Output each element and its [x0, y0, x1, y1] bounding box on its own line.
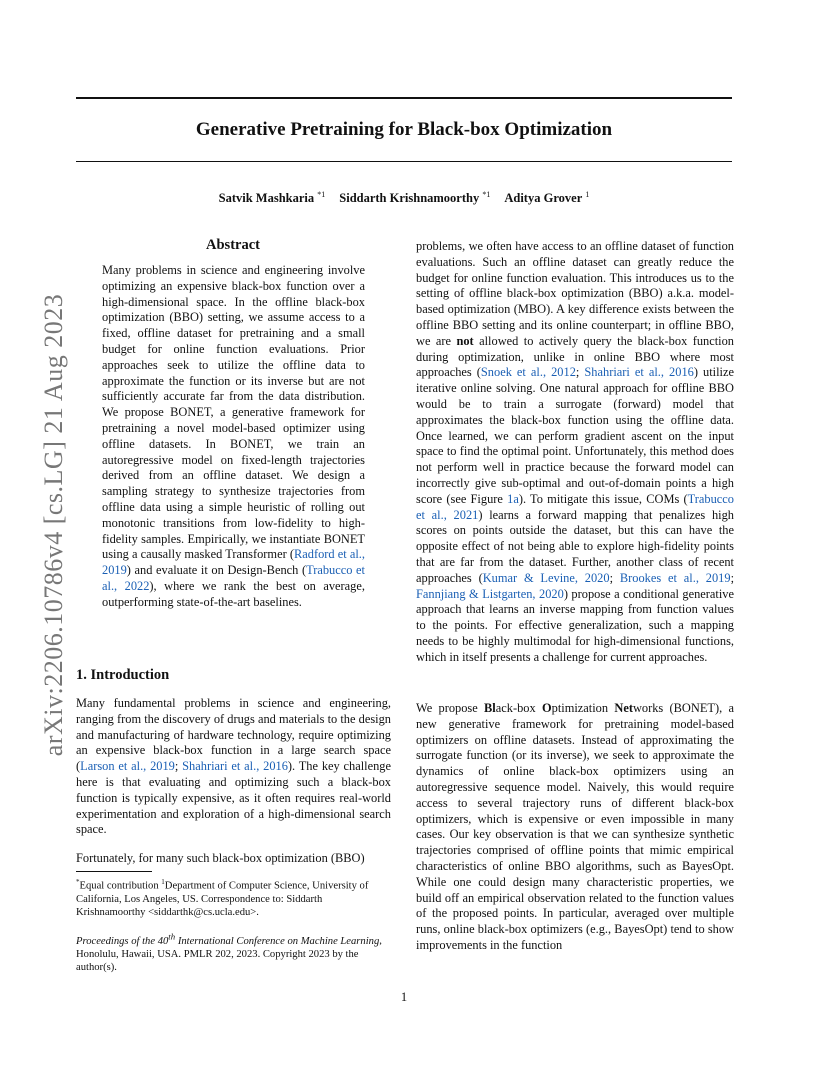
- footnote-mark: 1: [161, 878, 165, 886]
- proceedings-text: , Honolulu, Hawaii, USA. PMLR 202, 2023. Copyright 2023 by the author(s).: [76, 935, 382, 973]
- citation-link[interactable]: Kumar & Levine, 2020: [482, 570, 610, 585]
- intro-paragraph: [76, 696, 391, 838]
- footnote-text: Equal contribution: [79, 880, 162, 892]
- body-text: works (BONET), a new generative framework for pretraining model-based optimizers on offline datasets. Instead of approximating the surrogate function (or its inverse), we seek to approximate the dynamics of online black-box optimizers using an autoregressive sequence model. Naively, this would require access to several trajectory runs of different black-box optimizers, which is expensive or even impossible in many cases. Our key observation is that we can synthesize synthetic trajectories comprised of offline points that mimic empirical characteristics of online BBO algorithms, such as BayesOpt. While one could design many characteristic properties, we build off an empirical observation related to the function values of the proposed points. In particular, averaged over multiple runs, online black-box optimizers (e.g., BayesOpt) tend to show improvements in the function: [416, 701, 734, 952]
- footnote-rule: [76, 871, 152, 872]
- figure-link[interactable]: 1a: [507, 491, 519, 506]
- footnote-mark: *: [76, 878, 80, 886]
- citation-link[interactable]: Radford et al., 2019: [102, 547, 365, 578]
- footnote-text: Department of Computer Science, University of California, Los Angeles, US. Correspondence to: Siddarth Krishnamoorthy <siddarthk@cs.ucla.edu>.: [76, 880, 369, 918]
- proceedings-note: [76, 930, 391, 974]
- body-text: ) utilize iterative online solving. One natural approach for offline BBO would be to train a surrogate (forward) model that approximates the black-box function using the offline data. Once learned, we can perform gradient ascent on the input space to find the optimal point. Unfortunately, this method does not perform well in practice because the forward model can incorrectly give sub-optimal and out-of-domain points a high score (see Figure: [416, 365, 734, 506]
- citation-link[interactable]: Shahriari et al., 2016: [584, 365, 694, 380]
- body-text: ). The key challenge here is that evaluating and optimizing such a black-box function is typically expensive, as it often requires real-world experimentation and exploration of a high-dimensional search space.: [76, 759, 391, 837]
- abstract-heading: Abstract: [206, 237, 260, 253]
- arxiv-stamp: arXiv:2206.10786v4 [cs.LG] 21 Aug 2023: [39, 293, 68, 757]
- author-affiliation-mark: *1: [482, 190, 491, 199]
- body-text: ;: [609, 570, 620, 585]
- section-heading-introduction: 1. Introduction: [76, 667, 170, 683]
- bold-text: Net: [614, 701, 633, 715]
- body-text: We propose: [416, 701, 485, 715]
- intro-paragraph: Fortunately, for many such black-box optimization (BBO): [76, 851, 365, 865]
- body-text: ) propose a conditional generative approach that learns an inverse mapping from function values to the points. For effective generalization, such a mapping needs to be highly multimodal for high-dimensional functions, which in itself presents a challenge for current approaches.: [416, 586, 734, 664]
- citation-link[interactable]: Brookes et al., 2019: [619, 570, 731, 585]
- author-affiliation-mark: *1: [317, 190, 326, 199]
- body-text: problems, we often have access to an offline dataset of function evaluations. Such an offline dataset can greatly reduce the budget for online function evaluation. This introduces us to the setting of offline black-box optimization (BBO) a.k.a. model-based optimization (MBO). A key difference exists between the offline BBO setting and its online counterpart; in offline BBO, we are: [416, 239, 734, 348]
- abstract-text: ), where we rank the best on average, outperforming state-of-the-art baselines.: [102, 578, 365, 609]
- right-column-paragraph: [416, 239, 734, 666]
- proceedings-italic: Proceedings of the 40: [76, 935, 169, 947]
- right-column-paragraph: [416, 701, 734, 954]
- body-text: ) learns a forward mapping that penalizes high scores on points outside the dataset, but this can have the opposite effect of not being able to explore high-fidelity points that are far from the dataset. Further, another class of recent approaches (: [416, 507, 734, 585]
- author-affiliation-mark: 1: [585, 190, 590, 199]
- citation-link[interactable]: Larson et al., 2019: [80, 759, 175, 774]
- abstract-text: Many problems in science and engineering involve optimizing an expensive black-box function over a high-dimensional space. In the offline black-box optimization (BBO) setting, we assume access to a fixed, offline dataset for pretraining and a small budget for online function evaluations. Prior approaches seek to utilize the offline data to approximate the function or its inverse but are not sufficiently accurate far from the data distribution. We propose BONET, a generative framework for pretraining a novel model-based optimizer using offline datasets. In BONET, we train an autoregressive model on fixed-length trajectories derived from an offline dataset. We design a sampling strategy to synthesize trajectories from offline data using a simple heuristic of rolling out monotonic transitions from low-fidelity to high-fidelity samples. Empirically, we instantiate BONET using a causally masked Transformer (: [102, 263, 365, 562]
- body-text: ;: [575, 365, 585, 380]
- bold-text: not: [456, 333, 474, 348]
- citation-link[interactable]: Fannjiang & Listgarten, 2020: [416, 586, 564, 601]
- author-name: Satvik Mashkaria: [218, 191, 315, 206]
- author-name: Aditya Grover: [504, 191, 583, 206]
- bold-text: Bl: [484, 701, 496, 715]
- body-text: ;: [174, 759, 183, 774]
- body-text: ;: [730, 570, 735, 585]
- title-rule-top: [76, 97, 732, 99]
- title-rule-bottom: [76, 161, 732, 162]
- footnote: [76, 876, 391, 919]
- paper-title: Generative Pretraining for Black-box Optimization: [195, 119, 613, 140]
- body-text: allowed to actively query the black-box function during optimization, unlike in online BBO where most approaches (: [416, 333, 734, 380]
- author-list: [76, 190, 732, 206]
- body-text: ). To mitigate this issue, COMs (: [518, 491, 688, 506]
- citation-link[interactable]: Snoek et al., 2012: [480, 365, 576, 380]
- citation-link[interactable]: Trabucco et al., 2022: [102, 563, 365, 593]
- body-text: Many fundamental problems in science and engineering, ranging from the discovery of drugs and materials to the design and manufacturing of hardware technology, require optimizing an expensive black-box function in a large search space (: [76, 696, 391, 774]
- proceedings-sup: th: [168, 931, 176, 941]
- abstract-body: [102, 263, 365, 611]
- abstract-text: ) and evaluate it on Design-Bench (: [126, 563, 307, 578]
- citation-link[interactable]: Shahriari et al., 2016: [182, 759, 288, 774]
- bold-text: O: [541, 701, 552, 715]
- body-text: ptimization: [551, 701, 615, 715]
- body-text: ack-box: [495, 701, 542, 715]
- citation-link[interactable]: Trabucco et al., 2021: [416, 491, 734, 522]
- page-number: 1: [400, 990, 408, 1004]
- proceedings-italic: International Conference on Machine Learning: [175, 935, 380, 947]
- author-name: Siddarth Krishnamoorthy: [339, 191, 480, 206]
